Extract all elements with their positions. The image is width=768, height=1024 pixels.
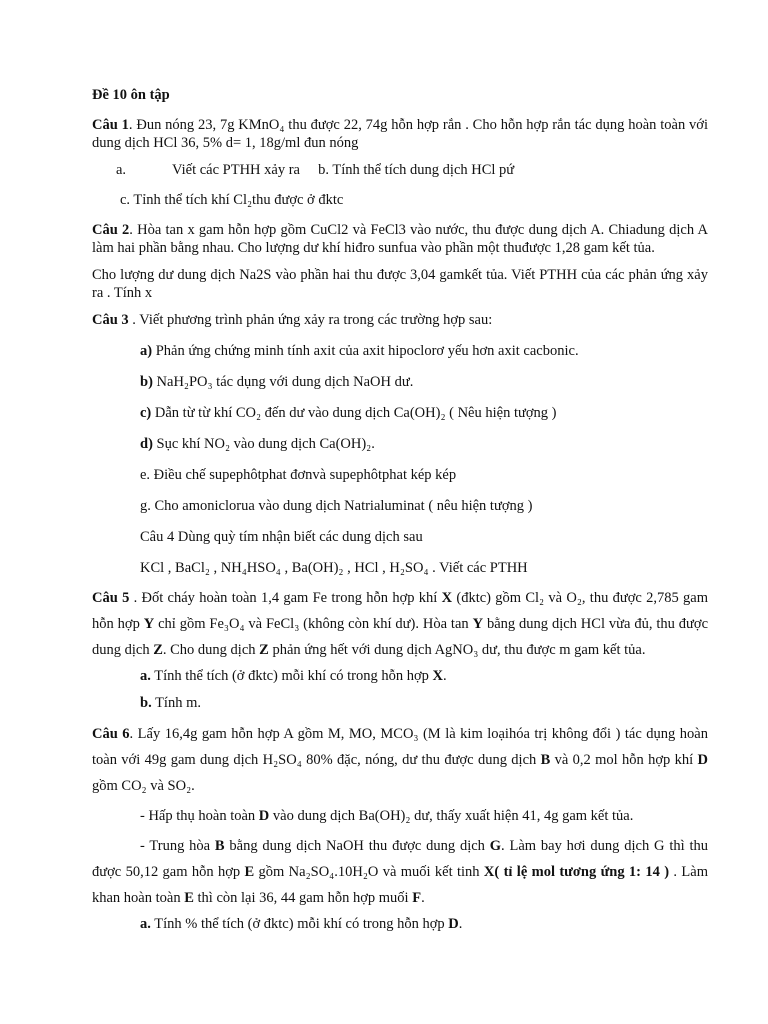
- question-2-text: . Hòa tan x gam hỗn hợp gồm CuCl2 và FeCl3 vào nước, thu được dung dịch A. Chiadung dịch A làm hai phần bằng nhau. Cho lượng dư khí hiđro sunfua vào phần một thuđược 1,28 gam kết tủa.: [92, 222, 708, 256]
- question-1-item-c: c. Tỉnh thể tích khí Cl₂thu được ở đktc: [120, 192, 344, 208]
- question-3-item-g: g. Cho amoniclorua vào dung dịch Natrialuminat ( nêu hiện tượng ): [140, 498, 533, 514]
- question-1-items-ab: [92, 161, 708, 179]
- question-1-item-a: Viết các PTHH xảy ra: [172, 162, 300, 178]
- question-3-item-d: d) Sục khí NO₂ vào dung dịch Ca(OH)₂.: [140, 436, 375, 452]
- question-4: Câu 4 Dùng quỳ tím nhận biết các dung dịch sau: [140, 529, 423, 545]
- question-1-label: Câu 1: [92, 117, 129, 133]
- question-3-item-b: b) NaH₂PO₃ tác dụng với dung dịch NaOH dư.: [140, 374, 414, 390]
- question-6-step-1: - Hấp thụ hoàn toàn D vào dung dịch Ba(OH)₂ dư, thấy xuất hiện 41, 4g gam kết tủa.: [140, 808, 634, 824]
- question-3-text: . Viết phương trình phản ứng xảy ra trong các trường hợp sau:: [132, 312, 493, 328]
- question-6-step-2: - Trung hòa B bằng dung dịch NaOH thu được dung dịch G. Làm bay hơi dung dịch G thì thu được 50,12 gam hỗn hợp E gồm Na₂SO₄.10H₂O và muối kết tinh X( tỉ lệ mol tương ứng 1: 14 ) . Làm khan hoàn toàn E thì còn lại 36, 44 gam hỗn hợp muối F.: [92, 838, 708, 906]
- question-1-item-b: b. Tính thể tích dung dịch HCl pứ: [318, 162, 515, 178]
- question-6-item-a: a. Tính % thể tích (ở đktc) mỗi khí có trong hỗn hợp D.: [140, 916, 463, 932]
- question-3-item-a: a) Phản ứng chứng minh tính axit của axit hipoclorơ yếu hơn axit cacbonic.: [140, 343, 579, 359]
- question-3-item-c: c) Dẫn từ từ khí CO₂ đến dư vào dung dịch Ca(OH)₂ ( Nêu hiện tượng ): [140, 405, 557, 421]
- question-5-item-a: a. Tính thể tích (ở đktc) mỗi khí có trong hỗn hợp X.: [140, 668, 447, 684]
- question-1: [92, 116, 708, 152]
- question-2-label: Câu 2: [92, 222, 130, 238]
- question-2: [92, 221, 708, 257]
- question-3-label: Câu 3: [92, 312, 133, 328]
- item-a-marker: a.: [116, 162, 127, 178]
- question-3-item-e: e. Điều chế supephôtphat đơnvà supephôtphat kép kép: [140, 467, 457, 483]
- question-5-item-b: b. Tính m.: [140, 695, 201, 711]
- question-5-label: Câu 5: [92, 590, 134, 606]
- question-3: [92, 311, 708, 329]
- question-6: Câu 6. Lấy 16,4g gam hỗn hợp A gồm M, MO, MCO₃ (M là kim loạihóa trị không đổi ) tác dụng hoàn toàn với 49g gam dung dịch H₂SO₄ 80% đặc, nóng, dư thu được dung dịch B và 0,2 mol hỗn hợp khí D gồm CO₂ và SO₂.: [92, 726, 708, 794]
- question-6-label: Câu 6: [92, 726, 130, 742]
- question-4-list: KCl , BaCl₂ , NH₄HSO₄ , Ba(OH)₂ , HCl , H₂SO₄ . Viết các PTHH: [140, 560, 528, 576]
- question-5: Câu 5 . Đốt cháy hoàn toàn 1,4 gam Fe trong hỗn hợp khí X (đktc) gồm Cl₂ và O₂, thu được 2,785 gam hỗn hợp Y chỉ gồm Fe₃O₄ và FeCl₃ (không còn khí dư). Hòa tan Y bằng dung dịch HCl vừa đủ, thu được dung dịch Z. Cho dung dịch Z phản ứng hết với dung dịch AgNO₃ dư, thu được m gam kết tủa.: [92, 590, 709, 658]
- document-title: Đề 10 ôn tập: [92, 87, 170, 103]
- question-2-text2: Cho lượng dư dung dịch Na2S vào phần hai thu được 3,04 gamkết tủa. Viết PTHH của các phản ứng xảy ra . Tính x: [92, 267, 708, 301]
- question-1-text: . Đun nóng 23, 7g KMnO₄ thu được 22, 74g hỗn hợp rắn . Cho hỗn hợp rắn tác dụng hoàn toàn với dung dịch HCl 36, 5% d= 1, 18g/ml đun nóng: [92, 117, 708, 151]
